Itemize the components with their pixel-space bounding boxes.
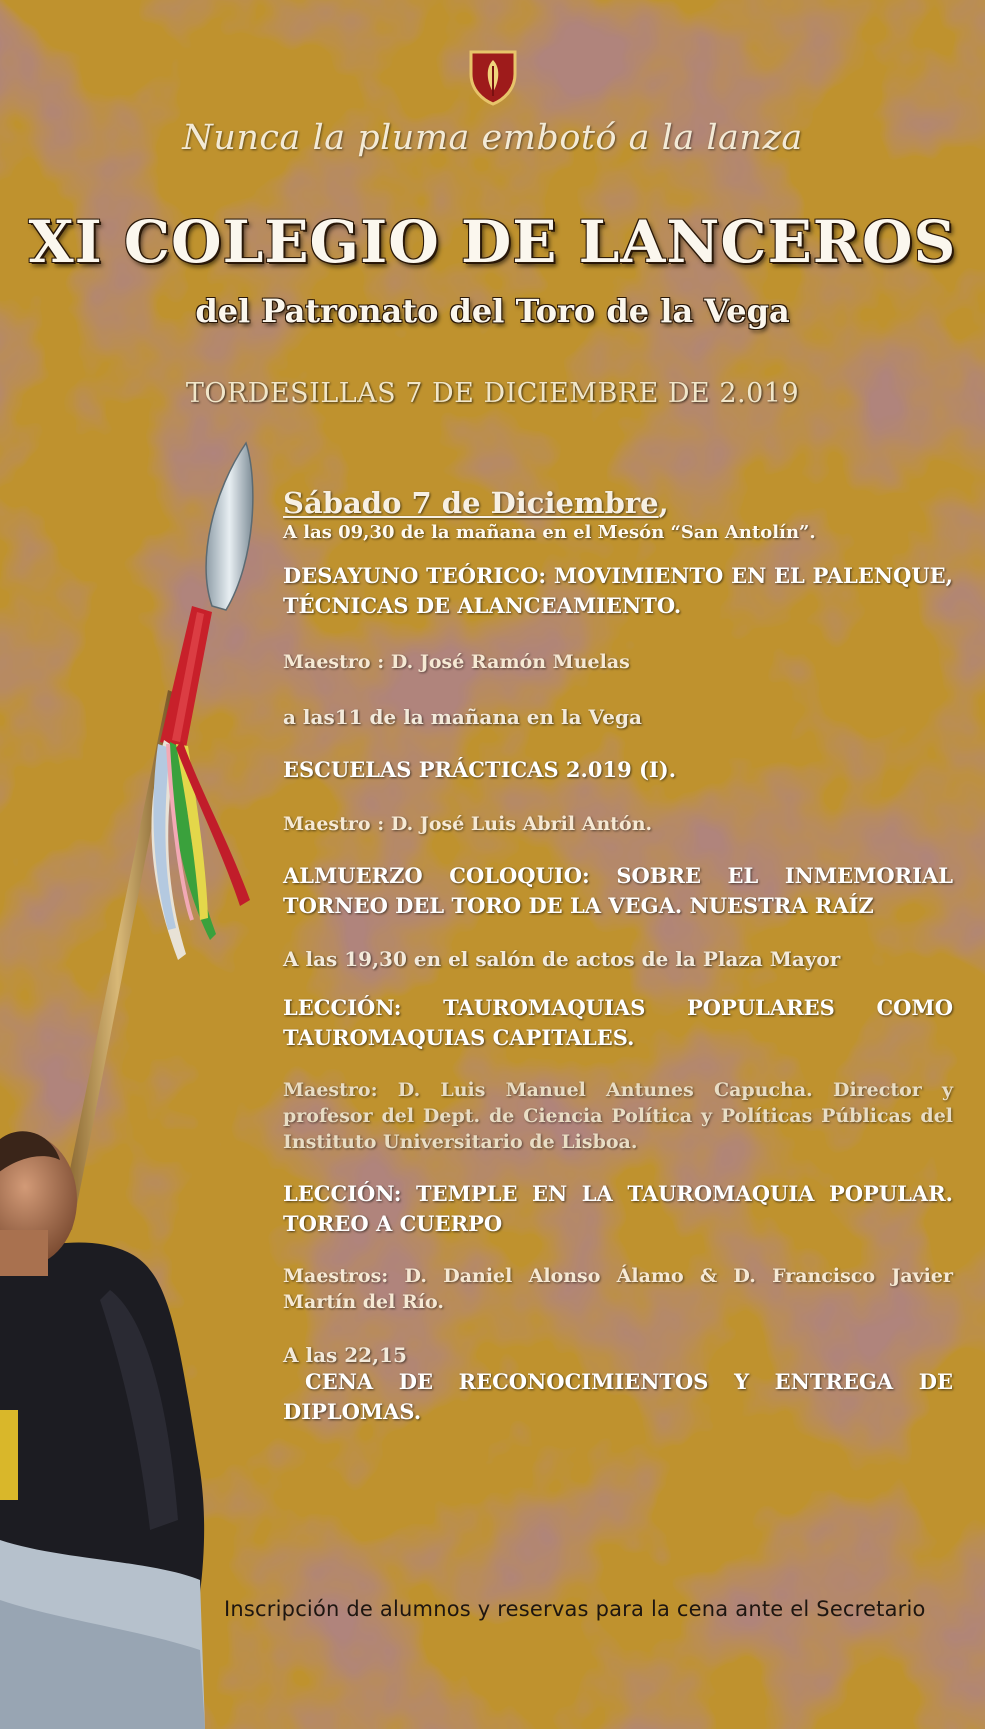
event-6: CENA DE RECONOCIMIENTOS Y ENTREGA DE DIPLOMAS. bbox=[283, 1369, 953, 1424]
motto: Nunca la pluma embotó a la lanza bbox=[182, 118, 803, 158]
event-3: ALMUERZO COLOQUIO: SOBRE EL INMEMORIAL TORNEO DEL TORO DE LA VEGA. NUESTRA RAÍZ bbox=[283, 863, 953, 918]
time-6: A las 22,15 bbox=[283, 1343, 407, 1367]
event-date-line: TORDESILLAS 7 DE DICIEMBRE DE 2.019 bbox=[185, 378, 800, 409]
master-1: Maestro : D. José Ramón Muelas bbox=[283, 651, 630, 673]
footer-note: Inscripción de alumnos y reservas para la cena ante el Secretario bbox=[224, 1597, 926, 1621]
master-2: Maestro : D. José Luis Abril Antón. bbox=[283, 813, 653, 835]
event-5: LECCIÓN: TEMPLE EN LA TAUROMAQUIA POPULAR. TOREO A CUERPO bbox=[283, 1181, 953, 1236]
crest-shield-icon bbox=[467, 48, 519, 106]
event-1: DESAYUNO TEÓRICO: MOVIMIENTO EN EL PALENQUE, TÉCNICAS DE ALANCEAMIENTO. bbox=[283, 563, 953, 618]
program bbox=[283, 486, 953, 1427]
day-title: Sábado 7 de Diciembre, bbox=[283, 486, 669, 520]
time-3: A las 19,30 en el salón de actos de la Plaza Mayor bbox=[283, 947, 841, 971]
event-2: ESCUELAS PRÁCTICAS 2.019 (I). bbox=[283, 757, 677, 782]
event-4: LECCIÓN: TAUROMAQUIAS POPULARES COMO TAUROMAQUIAS CAPITALES. bbox=[283, 995, 953, 1050]
time-1: A las 09,30 de la mañana en el Mesón “San Antolín”. bbox=[283, 522, 816, 543]
page-subtitle: del Patronato del Toro de la Vega bbox=[195, 292, 790, 330]
page-title: XI COLEGIO DE LANCEROS bbox=[28, 208, 957, 276]
master-5: Maestros: D. Daniel Alonso Álamo & D. Francisco Javier Martín del Río. bbox=[283, 1265, 953, 1313]
master-4: Maestro: D. Luis Manuel Antunes Capucha. Director y profesor del Dept. de Ciencia Política y Políticas Públicas del Instituto Universitario de Lisboa. bbox=[283, 1079, 953, 1153]
time-2: a las11 de la mañana en la Vega bbox=[283, 705, 642, 729]
